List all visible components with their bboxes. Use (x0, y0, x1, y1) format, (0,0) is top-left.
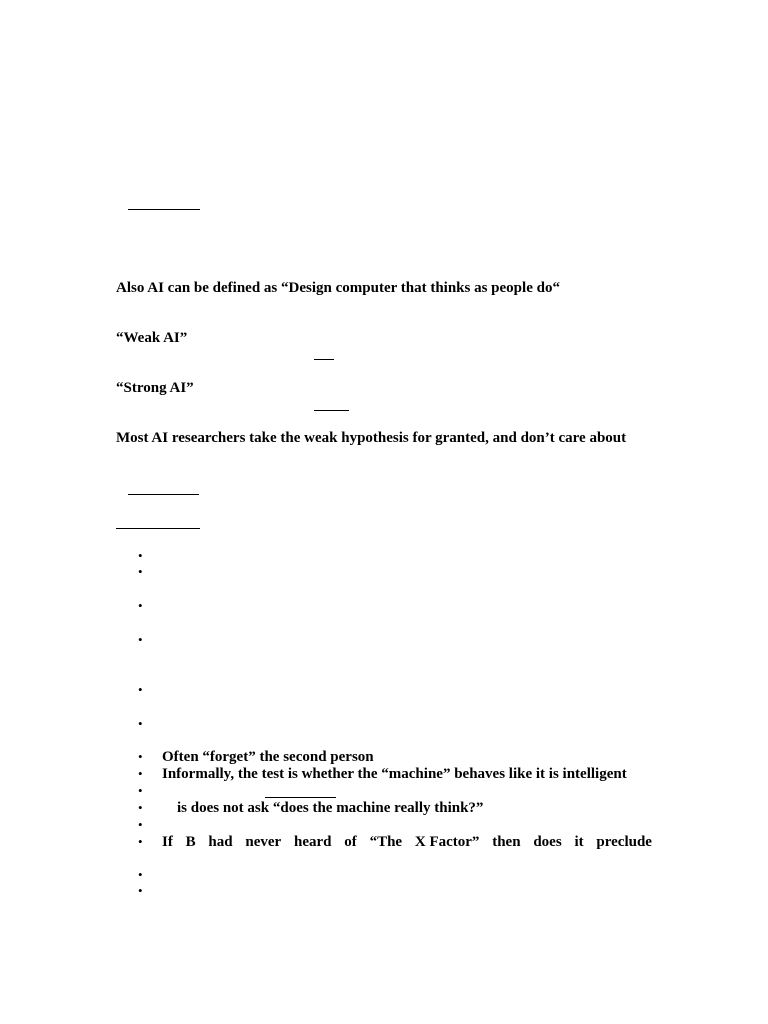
weak-ai-heading: “Weak AI” (116, 330, 188, 346)
list-bullet: • (138, 800, 143, 815)
list-bullet: • (138, 867, 143, 882)
word: never (245, 834, 282, 850)
list-bullet: • (138, 598, 143, 613)
list-bullet: • (138, 548, 143, 563)
strong-ai-heading: “Strong AI” (116, 380, 194, 396)
list-bullet: • (138, 783, 143, 798)
word: preclude (596, 834, 652, 850)
definition-paragraph: Also AI can be defined as “Design computer that thinks as people do“ (116, 280, 560, 296)
list-bullet: • (138, 817, 143, 832)
strong-ai-underline (314, 410, 349, 411)
heading-underline-1 (128, 209, 200, 210)
word: If (162, 834, 173, 850)
list-bullet: • (138, 834, 143, 849)
weak-ai-underline (314, 359, 334, 360)
word: then (492, 834, 521, 850)
bullet-informally: Informally, the test is whether the “machine” behaves like it is intelligent (162, 766, 627, 782)
word: B (185, 834, 196, 850)
word: does (533, 834, 562, 850)
list-bullet: • (138, 632, 143, 647)
word: of (344, 834, 357, 850)
bullet-does-not-ask: is does not ask “does the machine really think?” (177, 800, 484, 816)
list-bullet: • (138, 682, 143, 697)
bullet-x-factor (162, 833, 652, 851)
heading-underline-3 (116, 528, 200, 529)
list-bullet: • (138, 564, 143, 579)
word: X Factor” (414, 834, 480, 850)
inline-underline (265, 797, 336, 798)
list-bullet: • (138, 883, 143, 898)
word: it (574, 834, 584, 850)
word: had (208, 834, 233, 850)
list-bullet: • (138, 766, 143, 781)
researchers-paragraph: Most AI researchers take the weak hypothesis for granted, and don’t care about (116, 430, 627, 446)
word: “The (369, 834, 403, 850)
heading-underline-2 (128, 494, 199, 495)
bullet-forget: Often “forget” the second person (162, 749, 374, 765)
list-bullet: • (138, 716, 143, 731)
word: heard (294, 834, 332, 850)
list-bullet: • (138, 749, 143, 764)
